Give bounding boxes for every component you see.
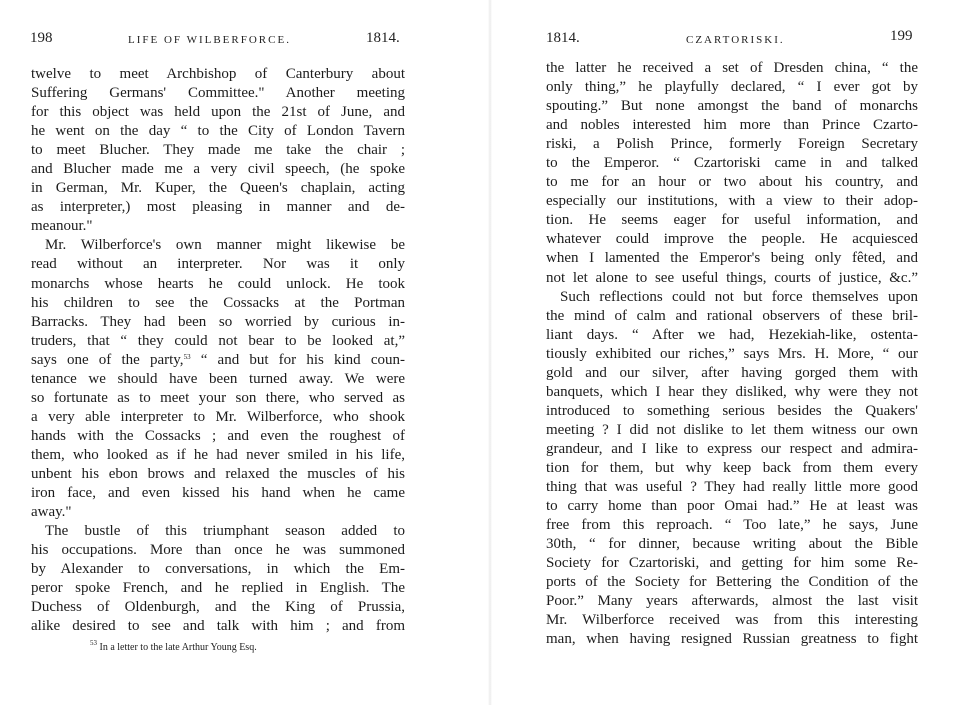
text-line: free from this reproach. “ Too late,” he says, June [546,517,918,534]
text-line-with-footnote [31,351,405,370]
text-line: to the Emperor. “ Czartoriski came in and talked [546,155,918,172]
text-line: Such reflections could not but force themselves upon [560,288,918,305]
text-line: so fortunate as to meet your son there, who served as [31,389,405,406]
text-line: iron face, and even kissed his hand when he came [31,485,405,502]
text-line: monarchs whose hearts he could unlock. He took [31,275,405,292]
text-line: and nobles interested him more than Prince Czarto- [546,117,918,134]
text-line: man, when having resigned Russian greatness to fight [546,631,918,648]
text-line: meanour." [31,218,93,235]
text-line: as interpreter,) most pleasing in manner and de- [31,199,405,216]
text-line: Duchess of Oldenburgh, and the King of Prussia, [31,599,405,616]
text-line: and Blucher made me a very civil speech, (he spoke [31,161,405,178]
text-line: tion. He seems eager for useful information, and [546,212,918,229]
text-fragment: “ and but for his kind coun- [190,351,405,368]
text-line: banquets, which I hear they disliked, why were they not [546,383,918,400]
text-line: Society for Czartoriski, and getting for him some Re- [546,555,918,572]
text-line: Barracks. They had been so worried by curious in- [31,313,405,330]
text-line: by Alexander to conversations, in which the Em- [31,561,405,578]
text-line: whatever could improve the people. He acquiesced [546,231,918,248]
text-line: introduced to something serious besides the Quakers' [546,402,918,419]
text-line: tion for them, but why keep back from them every [546,459,918,476]
text-line: Poor.” Many years afterwards, almost the last visit [546,593,918,610]
text-line: riski, a Polish Prince, formerly Foreign Secretary [546,136,918,153]
text-line: he went on the day “ to the City of London Tavern [31,123,405,140]
text-line: gold and our silver, after having gorged them with [546,364,918,381]
text-line: tenance we should have been turned away. We were [31,370,405,387]
text-line: read without an interpreter. Nor was it only [31,256,405,273]
footnote [90,639,257,653]
left-running-title: LIFE OF WILBERFORCE. [128,34,291,46]
text-line: them, who looked as if he had never smiled in his life, [31,446,405,463]
footnote-text: In a letter to the late Arthur Young Esq. [99,642,257,653]
text-line: twelve to meet Archbishop of Canterbury about [31,66,405,82]
text-line: the latter he received a set of Dresden china, “ the [546,60,918,76]
text-line: liant days. “ After we had, Hezekiah-like, ostenta- [546,326,918,343]
text-line: hands with the Cossacks ; and even the roughest of [31,427,405,444]
left-running-head [0,30,490,52]
text-line: tiously exhibited our riches,” says Mrs. H. More, “ our [546,345,918,362]
text-line: his occupations. More than once he was summoned [31,542,405,559]
left-running-year: 1814. [366,30,400,46]
text-line: spouting.” But none amongst the band of monarchs [546,98,918,115]
text-line: peror spoke French, and he replied in English. The [31,580,405,597]
right-running-title: CZARTORISKI. [686,34,785,46]
text-line: Suffering Germans' Committee." Another meeting [31,85,405,102]
text-line: truders, that “ they could not bear to be looked at,” [31,332,405,349]
text-line: Mr. Wilberforce received was from this interesting [546,612,918,629]
text-line: the mind of calm and rational observers of these bril- [546,307,918,324]
text-line: away." [31,504,72,521]
text-line: to me for an hour or two about his country, and [546,174,918,191]
text-line: meeting ? I did not dislike to let them witness our own [546,421,918,438]
text-line: thing that was useful ? They had really little more good [546,479,918,496]
text-line: especially our institutions, with a view to their adop- [546,193,918,210]
text-line: not let alone to see useful things, courts of justice, &c.” [546,269,918,286]
footnote-marker: 53 [90,639,97,647]
text-line: his children to see the Cossacks at the Portman [31,294,405,311]
text-line: when I lamented the Emperor's being only fêted, and [546,250,918,267]
text-line: a very able interpreter to Mr. Wilberforce, who shook [31,408,405,425]
right-body-text [546,59,918,649]
text-line: grandeur, and I like to express our respect and admira- [546,440,918,457]
text-line: 30th, “ for dinner, because writing about the Bible [546,536,918,553]
right-running-head [490,30,980,52]
text-line: to carry home than poor Omai had.” He at least was [546,498,918,515]
left-body-text [31,65,405,636]
text-line: unbent his ebon brows and relaxed the muscles of his [31,465,405,482]
right-page [490,0,980,705]
text-line: to meet Blucher. They made me take the chair ; [31,142,405,159]
text-line: Mr. Wilberforce's own manner might likewise be [45,237,405,254]
text-line: only thing,” he playfully declared, “ I ever got by [546,79,918,96]
right-running-year: 1814. [546,30,580,46]
text-fragment: says one of the party, [31,351,184,368]
text-line: for this object was held upon the 21st of June, and [31,104,405,121]
text-line: alike desired to see and talk with him ; and from [31,618,405,635]
text-line: in German, Mr. Kuper, the Queen's chaplain, acting [31,180,405,197]
footnote-reference: 53 [183,352,191,361]
right-page-number: 199 [890,28,913,44]
text-line: ports of the Society for Bettering the Condition of the [546,574,918,591]
left-page-number: 198 [30,30,53,46]
text-line: The bustle of this triumphant season added to [45,523,405,540]
